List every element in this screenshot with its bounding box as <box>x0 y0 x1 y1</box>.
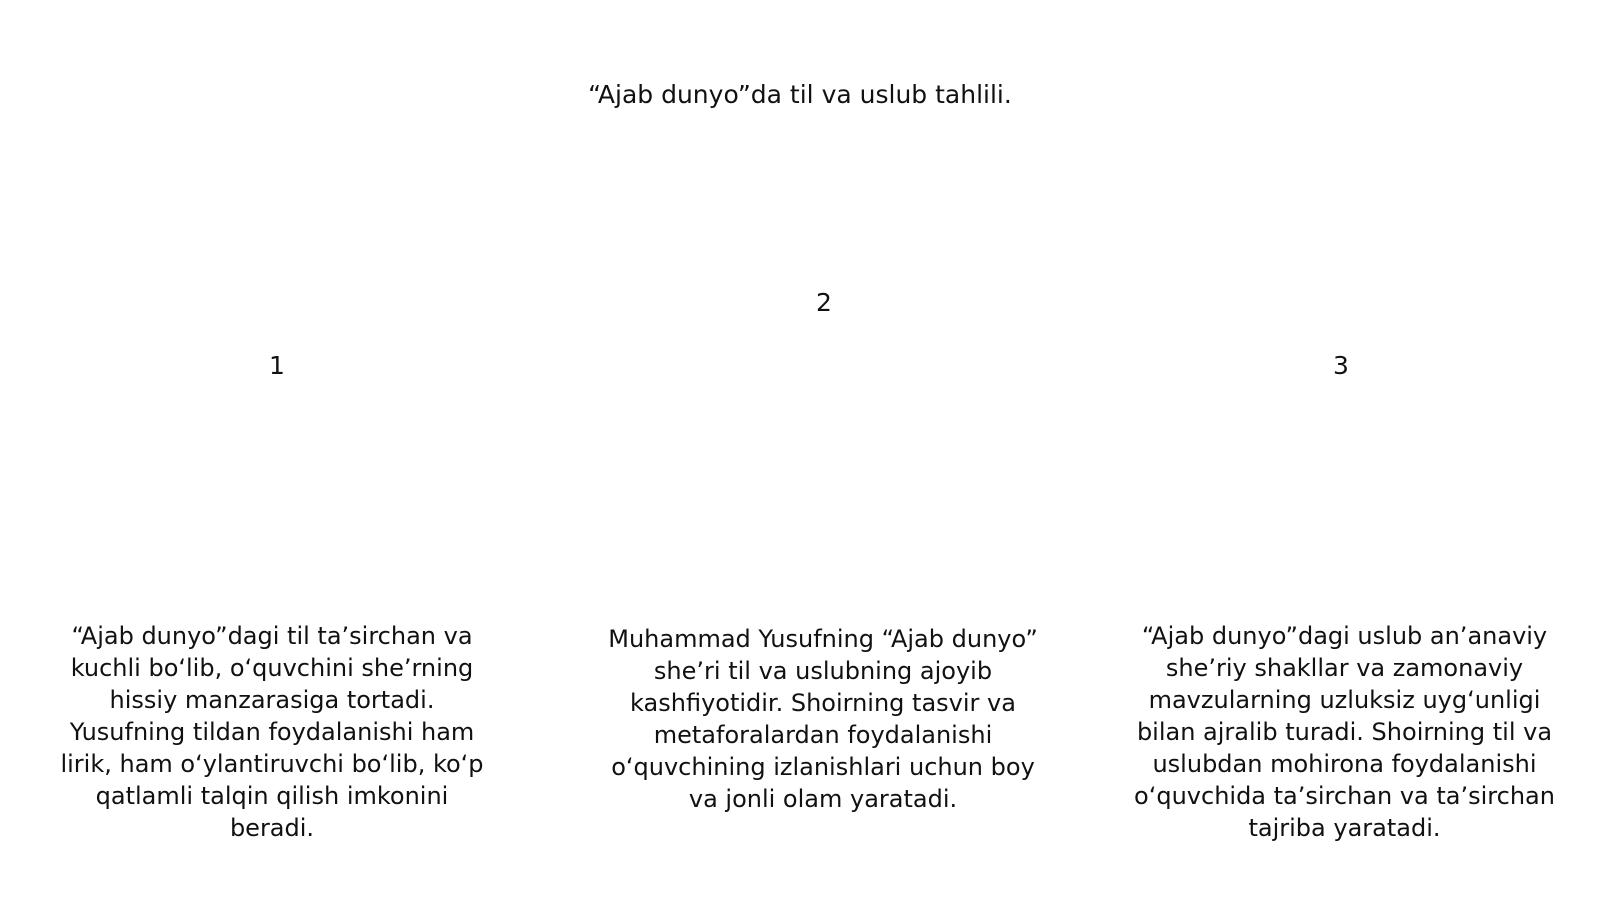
column-3-text: “Ajab dunyo”dagi uslub an’anaviy she’riy shakllar va zamonaviy mavzularning uzluksiz uyg‘unligi bilan ajralib turadi. Shoirning til va uslubdan mohirona foydalanishi o‘quvchida ta’sirchan va ta’sirchan tajriba yaratadi. <box>1134 622 1555 842</box>
column-3-number: 3 <box>1333 351 1349 380</box>
column-2-text: Muhammad Yusufning “Ajab dunyo” she’ri til va uslubning ajoyib kashfiyotidir. Shoirning tasvir va metaforalardan foydalanishi o‘quvchining izlanishlari uchun boy va jonli olam yaratadi. <box>608 625 1038 813</box>
slide-title: “Ajab dunyo”da til va uslub tahlili. <box>588 80 1012 109</box>
column-1-number: 1 <box>269 351 285 380</box>
column-2-number: 2 <box>816 288 832 317</box>
column-1-text: “Ajab dunyo”dagi til ta’sirchan va kuchli bo‘lib, o‘quvchini she’rning hissiy manzarasiga tortadi. Yusufning tildan foydalanishi ham lirik, ham o‘ylantiruvchi bo‘lib, ko‘p qatlamli talqin qilish imkonini beradi. <box>60 622 484 842</box>
